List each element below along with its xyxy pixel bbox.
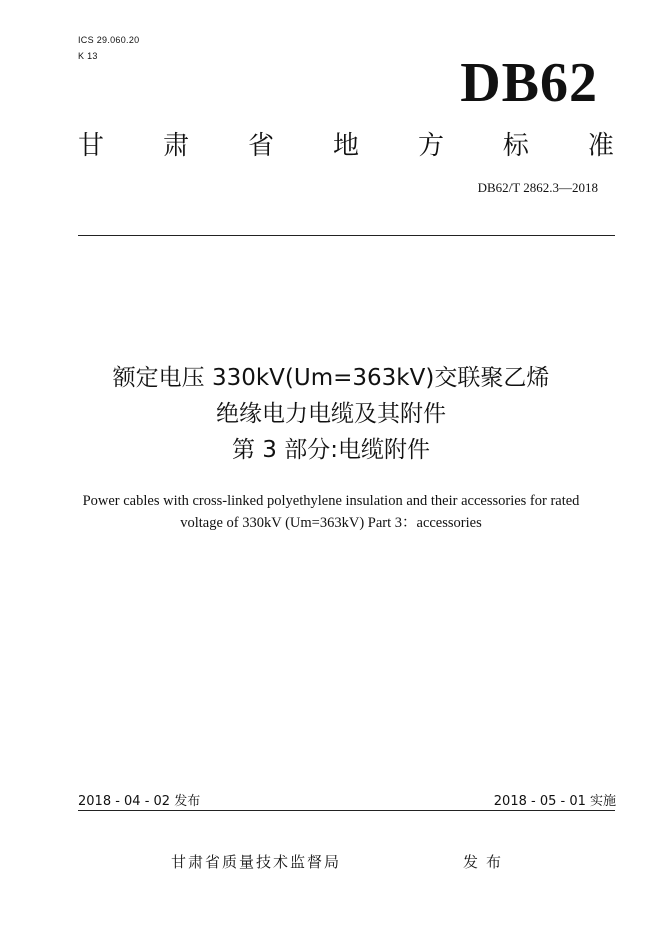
category-char: 地 — [332, 131, 359, 161]
standard-code-logo: DB62 — [460, 52, 598, 114]
category-char: 准 — [587, 131, 614, 161]
issuing-authority: 甘肃省质量技术监督局 — [171, 853, 342, 871]
title-cn-line-1: 额定电压 330kV(Um=363kV)交联聚乙烯 — [112, 365, 550, 391]
title-cn-line-2: 绝缘电力电缆及其附件 — [216, 401, 446, 427]
implementation-date: 2018 - 05 - 01 实施 — [493, 794, 616, 809]
top-divider — [78, 235, 615, 236]
issue-label: 发布 — [463, 853, 510, 871]
category-char: 标 — [502, 131, 529, 161]
ics-code: ICS 29.060.20 — [78, 35, 140, 45]
title-cn-line-3: 第 3 部分:电缆附件 — [231, 437, 430, 463]
category-char: 甘 — [78, 131, 105, 161]
bottom-divider — [78, 810, 615, 811]
standard-category — [78, 128, 614, 164]
category-char: 省 — [247, 131, 274, 161]
issue-date: 2018 - 04 - 02 发布 — [78, 794, 201, 809]
category-char: 肃 — [162, 131, 189, 161]
classification-code: K 13 — [78, 51, 98, 61]
standard-number: DB62/T 2862.3—2018 — [477, 180, 598, 195]
title-en-line-1: Power cables with cross-linked polyethylene insulation and their accessories for rated — [82, 493, 580, 509]
title-en-line-2: voltage of 330kV (Um=363kV) Part 3：accessories — [180, 515, 482, 531]
category-char: 方 — [417, 131, 444, 161]
